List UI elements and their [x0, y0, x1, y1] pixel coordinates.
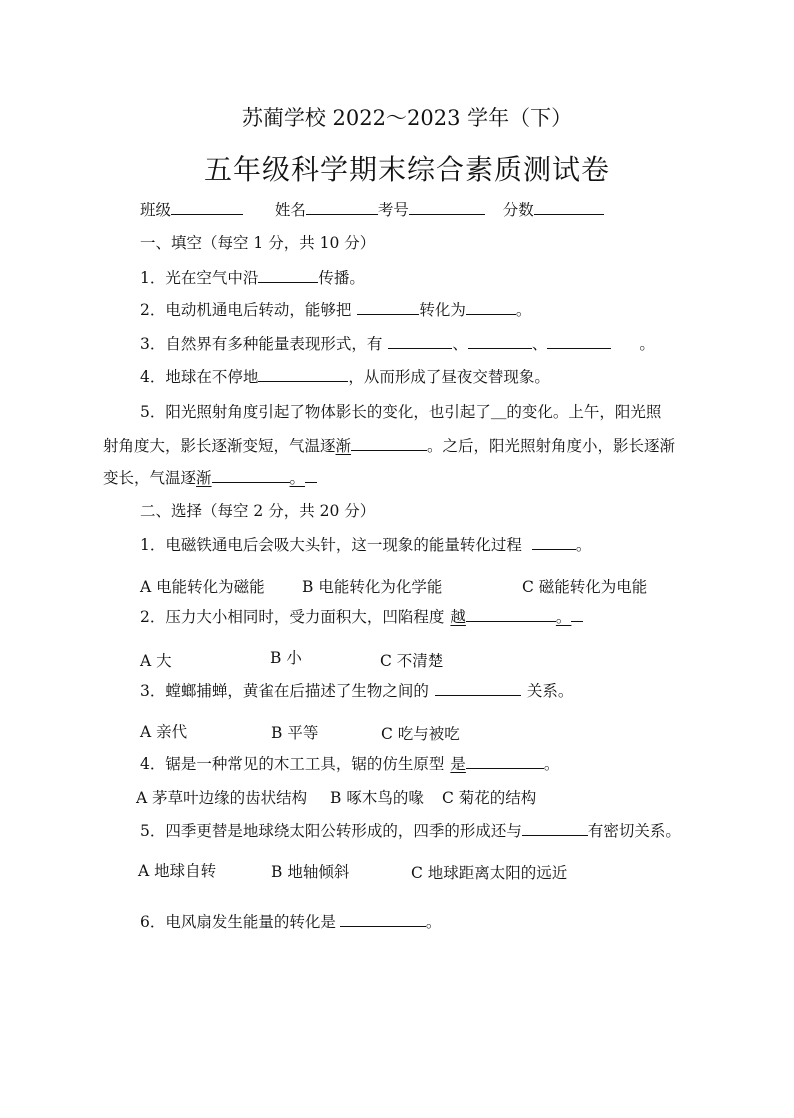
s1-q1-text: 1．光在空气中沿: [140, 269, 259, 287]
s2-q5-blank[interactable]: [522, 821, 588, 836]
exam-no-label: 考号: [377, 201, 409, 219]
s2-q3-option-c[interactable]: C 吃与被吃: [381, 725, 460, 743]
s1-question-5-line-2: [103, 436, 675, 456]
s2-q4-blank[interactable]: [466, 754, 544, 769]
s2-q2-blank[interactable]: [466, 607, 556, 622]
s2-q2-text: 2．压力大小相同时，受力面积大，凹陷程度: [140, 608, 445, 626]
score-label: 分数: [502, 201, 534, 219]
s2-q6-text: 6．电风扇发生能量的转化是: [140, 913, 336, 931]
s2-q3-blank[interactable]: [435, 681, 521, 696]
s1-q4-text-end: ，从而形成了昼夜交替现象。: [348, 368, 550, 386]
s1-q2-text-end: 。: [515, 301, 532, 319]
s1-q3-blank-2[interactable]: [468, 334, 532, 349]
s2-question-1: [140, 535, 591, 555]
s1-q2-blank-1[interactable]: [357, 300, 419, 315]
s2-question-5: [140, 821, 681, 841]
s2-question-3: [140, 681, 573, 701]
s2-q1-text: 1．电磁铁通电后会吸大头针，这一现象的能量转化过程: [140, 536, 522, 554]
s1-question-5-line-1: 5．阳光照射角度引起了物体影长的变化，也引起了＿的变化。上午，阳光照: [140, 403, 662, 421]
s1-question-4: [140, 367, 550, 387]
s1-q3-text: 3．自然界有多种能量表现形式，有: [140, 335, 383, 353]
s2-q5-option-a[interactable]: A 地球自转: [138, 862, 217, 880]
student-info-row: [140, 200, 604, 220]
s2-q2-option-a[interactable]: A 大: [140, 652, 172, 670]
s1-question-2: [140, 300, 531, 320]
s2-q4-text-end: 。: [543, 755, 560, 773]
s2-q3-option-b[interactable]: B 平等: [271, 724, 319, 742]
s2-q1-blank[interactable]: [532, 535, 576, 550]
s2-q4-text: 4．锯是一种常见的木工工具，锯的仿生原型: [140, 755, 445, 773]
s2-q4-option-a[interactable]: A 茅草叶边缘的齿状结构: [136, 789, 308, 807]
s2-q2-blank-tail: [571, 607, 583, 622]
s2-q2-option-b[interactable]: B 小: [270, 649, 302, 667]
exam-no-blank[interactable]: [409, 200, 485, 215]
s2-q1-option-b[interactable]: B 电能转化为化学能: [302, 578, 443, 596]
s2-q4-underlined: 是: [450, 755, 466, 773]
s1-q3-text-end: 。: [639, 335, 655, 353]
school-year-header: 苏蔺学校 2022～2023 学年（下）: [241, 106, 573, 130]
s1-q5-underlined-2: 渐: [335, 437, 352, 455]
s2-q2-underlined: 越: [450, 608, 466, 626]
score-blank[interactable]: [534, 200, 604, 215]
s2-question-2: [140, 607, 583, 627]
s1-q5-blank-tail: [305, 468, 317, 483]
name-blank[interactable]: [306, 200, 378, 215]
s2-q2-option-c[interactable]: C 不清楚: [380, 652, 444, 670]
s1-q1-text-end: 传播。: [318, 269, 365, 287]
s1-q5-blank-2[interactable]: [212, 468, 290, 483]
s2-q3-text-end: 关系。: [526, 682, 574, 700]
s2-q5-text: 5．四季更替是地球绕太阳公转形成的，四季的形成还与: [140, 822, 522, 840]
s1-q5-blank-1[interactable]: [351, 436, 427, 451]
s2-q1-text-end: 。: [575, 536, 592, 554]
s2-q6-blank[interactable]: [340, 912, 426, 927]
s2-question-6: [140, 912, 441, 932]
s1-q5-text-2: 射角度大，影长逐渐变短，气温逐: [103, 437, 336, 455]
section1-heading: 一、填空（每空 1 分，共 10 分）: [140, 234, 376, 252]
s1-q2-blank-2[interactable]: [466, 300, 516, 315]
s1-q3-sep-1: 、: [452, 335, 468, 353]
s1-q3-blank-1[interactable]: [388, 334, 452, 349]
s2-q6-text-end: 。: [425, 913, 442, 931]
s2-q1-option-c[interactable]: C 磁能转化为电能: [522, 578, 648, 596]
s2-q4-option-b[interactable]: B 啄木鸟的喙: [330, 789, 424, 807]
s2-q5-option-b[interactable]: B 地轴倾斜: [271, 863, 350, 881]
s1-question-5-line-3: [103, 468, 317, 488]
class-blank[interactable]: [171, 200, 243, 215]
s1-q4-blank[interactable]: [258, 367, 348, 382]
s1-q2-text-mid: 转化为: [419, 301, 466, 319]
section2-heading: 二、选择（每空 2 分，共 20 分）: [140, 502, 376, 520]
s2-q3-text: 3．螳螂捕蝉，黄雀在后描述了生物之间的: [140, 682, 429, 700]
s2-q5-text-end: 有密切关系。: [587, 822, 681, 840]
s2-q4-option-c[interactable]: C 菊花的结构: [442, 789, 537, 807]
s2-q3-option-a[interactable]: A 亲代: [140, 723, 188, 741]
s1-q5-text-3-end: 。: [289, 469, 306, 487]
s2-q5-option-c[interactable]: C 地球距离太阳的远近: [411, 864, 568, 882]
exam-title: 五年级科学期末综合素质测试卷: [203, 153, 610, 186]
s1-q5-text-3: 变长，气温逐: [103, 469, 197, 487]
s1-question-3: [140, 334, 655, 354]
s2-question-4: [140, 754, 559, 774]
s2-q2-text-end: 。: [555, 608, 572, 626]
s2-q1-option-a[interactable]: A 电能转化为磁能: [140, 578, 265, 596]
s1-question-1: [140, 268, 365, 288]
class-label: 班级: [140, 201, 172, 219]
s1-q5-text-2-end: 。之后，阳光照射角度小，影长逐渐: [427, 437, 676, 455]
s1-q2-text: 2．电动机通电后转动，能够把: [140, 301, 352, 319]
s1-q3-blank-3[interactable]: [547, 334, 611, 349]
s1-q4-text: 4．地球在不停地: [140, 368, 259, 386]
name-label: 姓名: [274, 201, 306, 219]
s1-q1-blank[interactable]: [258, 268, 318, 283]
s1-q3-sep-2: 、: [531, 335, 548, 353]
s1-q5-underlined-3: 渐: [196, 469, 212, 487]
